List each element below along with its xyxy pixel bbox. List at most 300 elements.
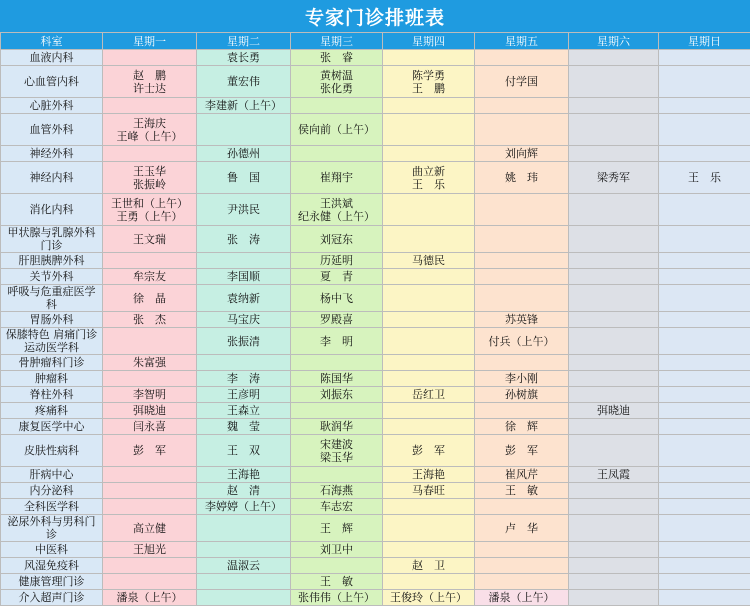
dept-cell: 神经外科 <box>1 146 103 162</box>
schedule-cell <box>103 312 197 328</box>
schedule-cell <box>659 483 750 499</box>
schedule-cell <box>291 269 383 285</box>
schedule-cell <box>291 253 383 269</box>
doctor-name: 苏英锋 <box>505 313 538 326</box>
schedule-cell <box>659 403 750 419</box>
schedule-cell <box>659 98 750 114</box>
schedule-cell <box>475 515 569 542</box>
schedule-cell <box>659 542 750 558</box>
schedule-cell <box>475 98 569 114</box>
schedule-cell <box>103 355 197 371</box>
doctor-name: 罗殿喜 <box>320 313 353 326</box>
doctor-name: 马德民 <box>412 254 445 267</box>
table-row <box>1 499 750 515</box>
schedule-cell <box>197 285 291 312</box>
dept-cell: 血液内科 <box>1 50 103 66</box>
schedule-cell <box>383 387 475 403</box>
schedule-cell <box>475 146 569 162</box>
doctor-name: 车志宏 <box>320 500 353 513</box>
doctor-name: 李小刚 <box>505 372 538 385</box>
schedule-cell <box>383 312 475 328</box>
schedule-cell <box>197 226 291 253</box>
schedule-cell <box>659 194 750 226</box>
table-row <box>1 146 750 162</box>
dept-cell: 全科医学科 <box>1 499 103 515</box>
schedule-cell <box>659 355 750 371</box>
doctor-name: 张振岭 <box>133 177 166 191</box>
table-row <box>1 515 750 542</box>
doctor-name: 潘泉（上午） <box>488 591 555 604</box>
schedule-cell <box>659 499 750 515</box>
table-row <box>1 355 750 371</box>
doctor-name: 梁玉华 <box>320 450 353 464</box>
schedule-cell <box>475 419 569 435</box>
doctor-name: 崔翔宇 <box>320 171 353 184</box>
doctor-name: 张 睿 <box>320 51 353 64</box>
schedule-cell <box>383 558 475 574</box>
header-day: 星期日 <box>659 33 750 50</box>
schedule-cell <box>291 590 383 606</box>
doctor-name: 赵 清 <box>227 484 260 497</box>
table-row <box>1 403 750 419</box>
schedule-cell <box>569 253 659 269</box>
schedule-cell <box>197 312 291 328</box>
schedule-cell <box>197 114 291 146</box>
schedule-cell <box>475 387 569 403</box>
doctor-name: 王峰（上午） <box>116 129 183 143</box>
doctor-name: 尹洪民 <box>227 203 260 216</box>
schedule-cell <box>475 162 569 194</box>
schedule-cell <box>383 50 475 66</box>
schedule-cell <box>291 328 383 355</box>
dept-cell: 中医科 <box>1 542 103 558</box>
doctor-name: 黄树温 <box>320 68 353 82</box>
schedule-cell <box>475 403 569 419</box>
schedule-cell <box>103 253 197 269</box>
doctor-name: 岳红卫 <box>412 388 445 401</box>
schedule-cell <box>569 467 659 483</box>
schedule-cell <box>475 328 569 355</box>
doctor-name: 刘向辉 <box>505 147 538 160</box>
doctor-name: 王海艳 <box>227 468 260 481</box>
table-row <box>1 312 750 328</box>
doctor-name: 陈学勇 <box>412 68 445 82</box>
schedule-cell <box>197 574 291 590</box>
doctor-name: 梁秀军 <box>597 171 630 184</box>
doctor-name: 王文瑞 <box>133 232 166 246</box>
table-row <box>1 253 750 269</box>
schedule-cell <box>569 269 659 285</box>
schedule-cell <box>291 194 383 226</box>
schedule-cell <box>197 146 291 162</box>
schedule-table <box>0 32 750 606</box>
table-row <box>1 269 750 285</box>
schedule-cell <box>197 499 291 515</box>
schedule-cell <box>475 499 569 515</box>
header-day: 星期六 <box>569 33 659 50</box>
schedule-cell <box>103 542 197 558</box>
schedule-cell <box>569 66 659 98</box>
schedule-cell <box>383 269 475 285</box>
schedule-cell <box>475 50 569 66</box>
schedule-cell <box>659 435 750 467</box>
schedule-cell <box>383 542 475 558</box>
schedule-cell <box>383 435 475 467</box>
schedule-cell <box>475 483 569 499</box>
doctor-name: 石海燕 <box>320 484 353 497</box>
schedule-cell <box>383 114 475 146</box>
schedule-cell <box>569 419 659 435</box>
schedule-cell <box>383 483 475 499</box>
doctor-name: 侯向前（上午） <box>298 123 375 136</box>
schedule-cell <box>291 483 383 499</box>
schedule-cell <box>569 226 659 253</box>
doctor-name: 徐 晶 <box>133 291 166 305</box>
schedule-cell <box>197 435 291 467</box>
schedule-cell <box>383 467 475 483</box>
dept-cell: 心脏外科 <box>1 98 103 114</box>
dept-cell: 心血管内科 <box>1 66 103 98</box>
schedule-cell <box>659 419 750 435</box>
schedule-cell <box>569 355 659 371</box>
schedule-cell <box>475 114 569 146</box>
dept-cell: 关节外科 <box>1 269 103 285</box>
table-row <box>1 387 750 403</box>
schedule-cell <box>475 269 569 285</box>
header-day: 星期四 <box>383 33 475 50</box>
doctor-name: 王俊玲（上午） <box>390 591 467 604</box>
schedule-cell <box>569 114 659 146</box>
schedule-cell <box>291 162 383 194</box>
header-day: 星期五 <box>475 33 569 50</box>
doctor-name: 张 涛 <box>227 232 260 246</box>
dept-cell: 保膝特色 肩痛门诊 运动医学科 <box>1 328 103 355</box>
title-bar <box>0 0 750 32</box>
schedule-cell <box>383 499 475 515</box>
schedule-cell <box>197 483 291 499</box>
table-row <box>1 371 750 387</box>
doctor-name: 纪永健（上午） <box>298 209 375 223</box>
doctor-name: 李智明 <box>133 388 166 401</box>
schedule-cell <box>103 194 197 226</box>
doctor-name: 刘冠东 <box>320 232 353 246</box>
schedule-cell <box>659 146 750 162</box>
doctor-name: 王 敏 <box>505 484 538 497</box>
schedule-cell <box>291 515 383 542</box>
schedule-cell <box>475 435 569 467</box>
doctor-name: 卢 华 <box>505 521 538 535</box>
schedule-cell <box>197 371 291 387</box>
schedule-cell <box>569 162 659 194</box>
dept-cell: 神经内科 <box>1 162 103 194</box>
doctor-name: 刘振东 <box>320 388 353 401</box>
dept-cell: 皮肤性病科 <box>1 435 103 467</box>
doctor-name: 弭晓迪 <box>597 404 630 417</box>
schedule-cell <box>569 558 659 574</box>
schedule-cell <box>569 435 659 467</box>
dept-cell: 健康管理门诊 <box>1 574 103 590</box>
doctor-name: 张 杰 <box>133 313 166 326</box>
doctor-name: 李 涛 <box>227 372 260 385</box>
table-row <box>1 162 750 194</box>
schedule-cell <box>475 371 569 387</box>
doctor-name: 王 乐 <box>412 177 445 191</box>
schedule-cell <box>569 574 659 590</box>
table-body <box>1 50 750 606</box>
schedule-cell <box>475 574 569 590</box>
schedule-cell <box>103 515 197 542</box>
dept-cell: 胃肠外科 <box>1 312 103 328</box>
dept-cell: 康复医学中心 <box>1 419 103 435</box>
schedule-cell <box>659 558 750 574</box>
schedule-cell <box>197 355 291 371</box>
dept-cell: 消化内科 <box>1 194 103 226</box>
doctor-name: 朱富强 <box>133 356 166 369</box>
schedule-cell <box>103 50 197 66</box>
schedule-cell <box>475 355 569 371</box>
schedule-cell <box>197 467 291 483</box>
dept-cell: 泌尿外科与男科门诊 <box>1 515 103 542</box>
doctor-name: 王彦明 <box>227 388 260 401</box>
dept-cell: 介入超声门诊 <box>1 590 103 606</box>
schedule-cell <box>475 253 569 269</box>
schedule-cell <box>103 162 197 194</box>
doctor-name: 袁纳新 <box>227 291 260 305</box>
schedule-cell <box>569 403 659 419</box>
schedule-cell <box>103 98 197 114</box>
doctor-name: 张伟伟（上午） <box>298 591 375 604</box>
doctor-name: 鲁 国 <box>227 171 260 184</box>
schedule-cell <box>103 558 197 574</box>
schedule-cell <box>659 285 750 312</box>
schedule-cell <box>291 467 383 483</box>
doctor-name: 曲立新 <box>412 164 445 178</box>
schedule-cell <box>475 285 569 312</box>
schedule-cell <box>291 355 383 371</box>
doctor-name: 彭 军 <box>133 444 166 457</box>
doctor-name: 付学国 <box>505 75 538 88</box>
dept-cell: 肝胆胰脾外科 <box>1 253 103 269</box>
schedule-cell <box>383 226 475 253</box>
doctor-name: 闫永喜 <box>133 420 166 433</box>
doctor-name: 历延明 <box>320 254 353 267</box>
schedule-cell <box>383 574 475 590</box>
doctor-name: 王海庆 <box>133 116 166 130</box>
dept-cell: 脊柱外科 <box>1 387 103 403</box>
page-title: 专家门诊排班表 <box>304 6 445 29</box>
schedule-cell <box>659 574 750 590</box>
doctor-name: 王 敏 <box>320 575 353 588</box>
schedule-cell <box>569 542 659 558</box>
header-day: 星期三 <box>291 33 383 50</box>
doctor-name: 王勇（上午） <box>116 209 183 223</box>
schedule-cell <box>103 114 197 146</box>
schedule-cell <box>475 558 569 574</box>
schedule-cell <box>383 253 475 269</box>
schedule-cell <box>197 387 291 403</box>
doctor-name: 孙德州 <box>227 147 260 160</box>
schedule-cell <box>291 114 383 146</box>
schedule-cell <box>103 435 197 467</box>
schedule-cell <box>659 328 750 355</box>
dept-cell: 肝病中心 <box>1 467 103 483</box>
doctor-name: 魏 莹 <box>227 420 260 433</box>
table-row <box>1 574 750 590</box>
schedule-cell <box>291 312 383 328</box>
schedule-cell <box>291 419 383 435</box>
doctor-name: 姚 玮 <box>505 171 538 184</box>
schedule-cell <box>659 226 750 253</box>
schedule-cell <box>475 467 569 483</box>
schedule-cell <box>569 98 659 114</box>
table-row <box>1 590 750 606</box>
table-row <box>1 419 750 435</box>
doctor-name: 许士达 <box>133 81 166 95</box>
schedule-cell <box>383 285 475 312</box>
schedule-cell <box>383 403 475 419</box>
dept-cell: 骨肿瘤科门诊 <box>1 355 103 371</box>
doctor-name: 付兵（上午） <box>488 334 555 348</box>
schedule-cell <box>197 542 291 558</box>
schedule-cell <box>475 312 569 328</box>
schedule-cell <box>103 574 197 590</box>
doctor-name: 王洪斌 <box>320 196 353 210</box>
schedule-cell <box>659 269 750 285</box>
schedule-cell <box>475 542 569 558</box>
schedule-cell <box>383 98 475 114</box>
doctor-name: 牟宗友 <box>133 270 166 283</box>
doctor-name: 李建新（上午） <box>205 99 282 112</box>
schedule-cell <box>291 542 383 558</box>
schedule-cell <box>569 328 659 355</box>
doctor-name: 彭 军 <box>505 444 538 457</box>
doctor-name: 杨中飞 <box>320 291 353 305</box>
schedule-cell <box>291 435 383 467</box>
schedule-cell <box>197 269 291 285</box>
schedule-cell <box>383 355 475 371</box>
schedule-cell <box>291 226 383 253</box>
schedule-cell <box>103 483 197 499</box>
doctor-name: 潘泉（上午） <box>116 591 183 604</box>
doctor-name: 徐 辉 <box>505 420 538 433</box>
schedule-cell <box>291 371 383 387</box>
doctor-name: 王 鹏 <box>412 81 445 95</box>
schedule-cell <box>103 467 197 483</box>
dept-cell: 疼痛科 <box>1 403 103 419</box>
schedule-cell <box>103 269 197 285</box>
schedule-cell <box>569 146 659 162</box>
table-row <box>1 98 750 114</box>
dept-cell: 呼吸与危重症医学科 <box>1 285 103 312</box>
doctor-name: 刘卫中 <box>320 543 353 556</box>
schedule-cell <box>103 419 197 435</box>
dept-cell: 风湿免疫科 <box>1 558 103 574</box>
schedule-cell <box>383 66 475 98</box>
schedule-cell <box>659 312 750 328</box>
schedule-cell <box>197 50 291 66</box>
schedule-cell <box>103 387 197 403</box>
schedule-cell <box>383 194 475 226</box>
schedule-cell <box>569 371 659 387</box>
doctor-name: 王 双 <box>227 444 260 457</box>
schedule-cell <box>103 328 197 355</box>
doctor-name: 弭晓迪 <box>133 404 166 417</box>
schedule-cell <box>291 403 383 419</box>
schedule-cell <box>103 66 197 98</box>
schedule-cell <box>475 194 569 226</box>
doctor-name: 王 辉 <box>320 521 353 535</box>
schedule-cell <box>569 285 659 312</box>
dept-cell: 血管外科 <box>1 114 103 146</box>
header-dept: 科室 <box>1 33 103 50</box>
schedule-cell <box>475 226 569 253</box>
doctor-name: 温淑云 <box>227 559 260 572</box>
table-row <box>1 542 750 558</box>
schedule-cell <box>383 328 475 355</box>
schedule-cell <box>291 50 383 66</box>
header-day: 星期一 <box>103 33 197 50</box>
schedule-cell <box>569 515 659 542</box>
schedule-cell <box>197 515 291 542</box>
doctor-name: 王 乐 <box>688 171 721 184</box>
schedule-cell <box>569 483 659 499</box>
schedule-cell <box>103 403 197 419</box>
doctor-name: 王森立 <box>227 404 260 417</box>
doctor-name: 高立健 <box>133 521 166 535</box>
schedule-cell <box>197 558 291 574</box>
dept-cell: 甲状腺与乳腺外科门诊 <box>1 226 103 253</box>
schedule-cell <box>569 590 659 606</box>
table-row <box>1 226 750 253</box>
schedule-cell <box>197 253 291 269</box>
schedule-cell <box>197 162 291 194</box>
schedule-cell <box>383 419 475 435</box>
schedule-cell <box>475 66 569 98</box>
table-row <box>1 50 750 66</box>
schedule-cell <box>659 114 750 146</box>
schedule-cell <box>659 66 750 98</box>
doctor-name: 耿润华 <box>320 420 353 433</box>
doctor-name: 王旭光 <box>133 543 166 556</box>
doctor-name: 赵 卫 <box>412 559 445 572</box>
doctor-name: 张振清 <box>227 334 260 348</box>
schedule-cell <box>291 285 383 312</box>
schedule-cell <box>197 403 291 419</box>
schedule-cell <box>569 499 659 515</box>
schedule-cell <box>103 499 197 515</box>
doctor-name: 王凤霞 <box>597 468 630 481</box>
schedule-cell <box>383 162 475 194</box>
schedule-cell <box>291 146 383 162</box>
schedule-cell <box>383 371 475 387</box>
schedule-cell <box>659 590 750 606</box>
schedule-cell <box>569 194 659 226</box>
doctor-name: 夏 青 <box>320 270 353 283</box>
doctor-name: 王世和（上午） <box>111 196 188 210</box>
doctor-name: 崔风芹 <box>505 468 538 481</box>
doctor-name: 马宝庆 <box>227 313 260 326</box>
table-row <box>1 328 750 355</box>
schedule-cell <box>197 328 291 355</box>
doctor-name: 彭 军 <box>412 444 445 457</box>
header-day: 星期二 <box>197 33 291 50</box>
schedule-cell <box>291 574 383 590</box>
doctor-name: 宋建波 <box>320 437 353 451</box>
table-row <box>1 483 750 499</box>
schedule-cell <box>103 590 197 606</box>
schedule-cell <box>383 590 475 606</box>
doctor-name: 赵 鹏 <box>133 68 166 82</box>
